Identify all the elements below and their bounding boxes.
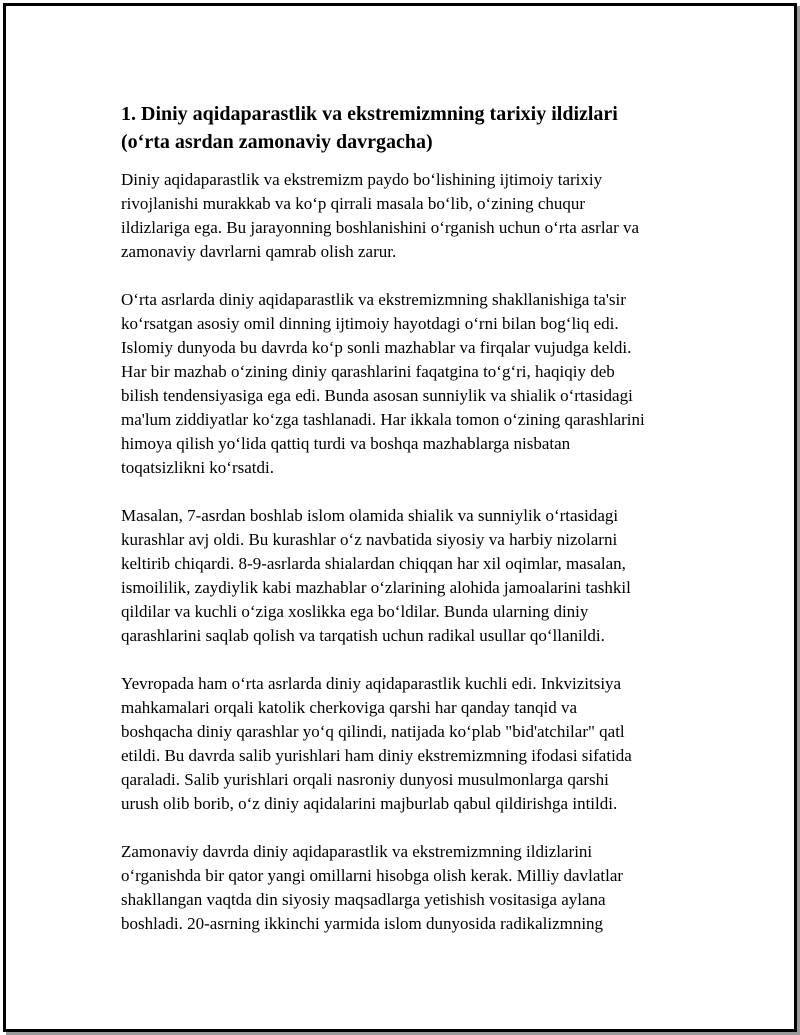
paragraph-1 <box>121 168 706 264</box>
text-line: ildizlariga ega. Bu jarayonning boshlanishini oʻrganish uchun oʻrta asrlar va <box>121 218 640 237</box>
title-line: 1. Diniy aqidaparastlik va ekstremizmning tarixiy ildizlari <box>121 103 618 125</box>
text-line: keltirib chiqardi. 8-9-asrlarda shialardan chiqqan har xil oqimlar, masalan, <box>121 554 626 573</box>
text-line: Masalan, 7-asrdan boshlab islom olamida shialik va sunniylik oʻrtasidagi <box>121 506 619 525</box>
text-line: Islomiy dunyoda bu davrda koʻp sonli mazhablar va firqalar vujudga keldi. <box>121 338 632 357</box>
text-line: ismoililik, zaydiylik kabi mazhablar oʻzlarining alohida jamoalarini tashkil <box>121 578 631 597</box>
text-line: Yevropada ham oʻrta asrlarda diniy aqidaparastlik kuchli edi. Inkvizitsiya <box>121 674 622 693</box>
text-line: zamonaviy davrlarni qamrab olish zarur. <box>121 242 397 261</box>
text-line: boshladi. 20-asrning ikkinchi yarmida islom dunyosida radikalizmning <box>121 914 604 933</box>
paragraph-3 <box>121 504 706 648</box>
text-line: qarashlarini saqlab qolish va tarqatish uchun radikal usullar qoʻllanildi. <box>121 626 605 645</box>
text-line: qaraladi. Salib yurishlari orqali nasroniy dunyosi musulmonlarga qarshi <box>121 770 609 789</box>
text-line: qildilar va kuchli oʻziga xoslikka ega boʻldilar. Bunda ularning diniy <box>121 602 589 621</box>
document-page <box>3 3 797 1032</box>
text-line: bilish tendensiyasiga ega edi. Bunda asosan sunniylik va shialik oʻrtasidagi <box>121 386 633 405</box>
text-line: mahkamalari orqali katolik cherkoviga qarshi har qanday tanqid va <box>121 698 578 717</box>
text-line: ma'lum ziddiyatlar koʻzga tashlanadi. Har ikkala tomon oʻzining qarashlarini <box>121 410 645 429</box>
paragraph-5 <box>121 840 706 936</box>
document-body <box>121 100 706 960</box>
text-line: oʻrganishda bir qator yangi omillarni hisobga olish kerak. Milliy davlatlar <box>121 866 624 885</box>
text-line: boshqacha diniy qarashlar yoʻq qilindi, natijada koʻplab "bid'atchilar" qatl <box>121 722 625 741</box>
page-title <box>121 100 706 156</box>
text-line: koʻrsatgan asosiy omil dinning ijtimoiy hayotdagi oʻrni bilan bogʻliq edi. <box>121 314 619 333</box>
title-line: (oʻrta asrdan zamonaviy davrgacha) <box>121 131 433 153</box>
text-line: himoya qilish yoʻlida qattiq turdi va boshqa mazhablarga nisbatan <box>121 434 571 453</box>
text-line: rivojlanishi murakkab va koʻp qirrali masala boʻlib, oʻzining chuqur <box>121 194 586 213</box>
text-line: toqatsizlikni koʻrsatdi. <box>121 458 274 477</box>
text-line: Zamonaviy davrda diniy aqidaparastlik va ekstremizmning ildizlarini <box>121 842 593 861</box>
text-line: kurashlar avj oldi. Bu kurashlar oʻz navbatida siyosiy va harbiy nizolarni <box>121 530 618 549</box>
paragraph-4 <box>121 672 706 816</box>
text-line: shakllangan vaqtda din siyosiy maqsadlarga yetishish vositasiga aylana <box>121 890 606 909</box>
text-line: Har bir mazhab oʻzining diniy qarashlarini faqatgina toʻgʻri, haqiqiy deb <box>121 362 615 381</box>
text-line: Oʻrta asrlarda diniy aqidaparastlik va ekstremizmning shakllanishiga ta'sir <box>121 290 626 309</box>
text-line: urush olib borib, oʻz diniy aqidalarini majburlab qabul qildirishga intildi. <box>121 794 618 813</box>
text-line: etildi. Bu davrda salib yurishlari ham diniy ekstremizmning ifodasi sifatida <box>121 746 632 765</box>
paragraph-2 <box>121 288 706 480</box>
text-line: Diniy aqidaparastlik va ekstremizm paydo boʻlishining ijtimoiy tarixiy <box>121 170 603 189</box>
